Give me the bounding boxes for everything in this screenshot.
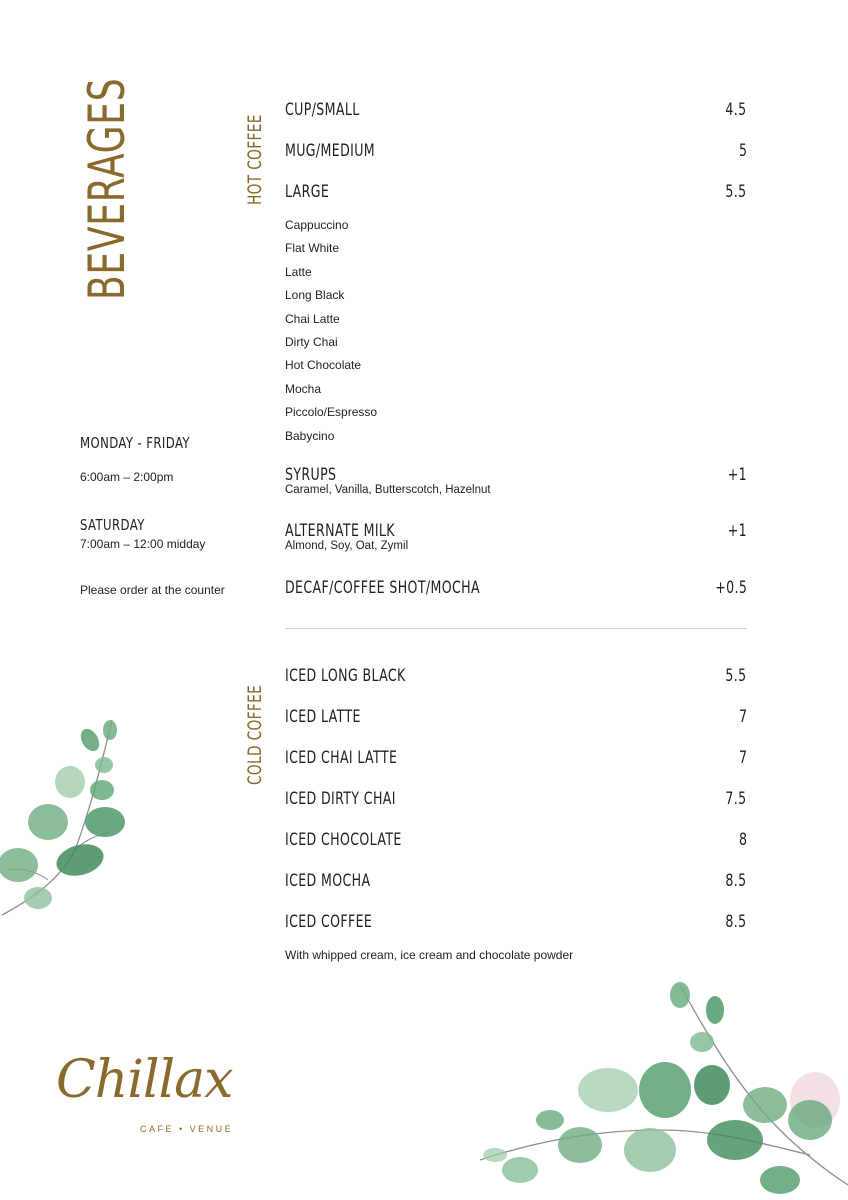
menu-row [285,100,747,122]
item-name: ICED COFFEE [285,912,373,932]
weekday-label: MONDAY - FRIDAY [80,434,190,452]
item-price: +1 [727,521,747,541]
menu-row [285,748,747,770]
saturday-time: 7:00am – 12:00 midday [80,537,206,551]
list-item: Cappuccino [285,218,349,232]
item-name: ALTERNATE MILK [285,521,395,541]
item-detail: Caramel, Vanilla, Butterscotch, Hazelnut [285,484,491,496]
item-price: 8.5 [725,912,747,932]
page-title: BEVERAGES [78,77,136,300]
menu-row [285,521,747,561]
item-price: 8.5 [725,871,747,891]
item-name: ICED DIRTY CHAI [285,789,396,809]
item-name: DECAF/COFFEE SHOT/MOCHA [285,578,480,598]
list-item: Hot Chocolate [285,358,362,373]
list-item: Dirty Chai [285,334,338,349]
item-price: 8 [738,830,747,850]
cafe-logo [56,1050,246,1150]
menu-row [285,789,747,811]
list-item: Latte [285,264,312,279]
item-name: LARGE [285,182,330,202]
item-price: 7 [738,707,747,727]
menu-row [285,871,747,893]
menu-row [285,830,747,852]
item-name: ICED LONG BLACK [285,666,406,686]
weekday-time: 6:00am – 2:00pm [80,470,174,484]
item-price: +1 [727,465,747,485]
item-price: +0.5 [714,578,747,598]
list-item: Mocha [285,381,322,396]
list-item: Long Black [285,288,345,303]
item-name: CUP/SMALL [285,100,360,120]
list-item: Flat White [285,241,340,256]
item-name: ICED LATTE [285,707,361,727]
list-item: Piccolo/Espresso [285,405,378,420]
menu-row [285,465,747,505]
list-item: Chai Latte [285,311,340,326]
item-detail: Almond, Soy, Oat, Zymil [285,540,409,552]
menu-row [285,141,747,163]
item-name: ICED CHOCOLATE [285,830,402,850]
hot-drinks-list [285,217,377,451]
saturday-hours [80,516,163,534]
list-item: Babycino [285,428,335,443]
section-divider [285,628,747,629]
item-price: 5.5 [725,666,747,686]
logo-script: Chillax [56,1050,233,1110]
cold-coffee-heading: COLD COFFEE [244,684,266,785]
item-price: 7.5 [725,789,747,809]
cold-coffee-note: With whipped cream, ice cream and chocolate powder [285,948,574,962]
item-price: 5.5 [725,182,747,202]
saturday-label: SATURDAY [80,516,145,534]
order-note: Please order at the counter [80,583,225,597]
item-price: 4.5 [725,100,747,120]
item-name: ICED CHAI LATTE [285,748,398,768]
item-price: 7 [738,748,747,768]
menu-row [285,707,747,729]
menu-row [285,912,747,934]
menu-row [285,578,747,600]
item-name: ICED MOCHA [285,871,371,891]
menu-row [285,182,747,204]
item-name: SYRUPS [285,465,337,485]
hot-coffee-heading: HOT COFFEE [244,114,266,205]
menu-row [285,666,747,688]
item-price: 5 [738,141,747,161]
eucalyptus-branch-left-icon [0,710,135,920]
logo-tagline: CAFE • VENUE [140,1124,234,1134]
item-name: MUG/MEDIUM [285,141,376,161]
weekday-hours [80,434,221,452]
eucalyptus-branch-right-icon [480,980,848,1200]
